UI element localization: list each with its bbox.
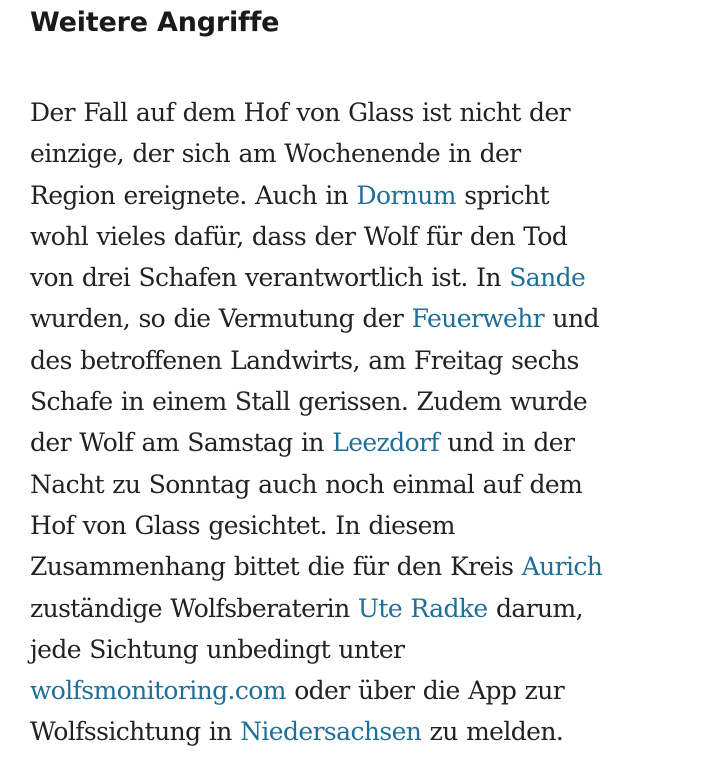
paragraph-line [30, 175, 700, 216]
paragraph-line [30, 546, 700, 587]
paragraph-text: wurden, so die Vermutung der [30, 304, 412, 334]
paragraph-text: Der Fall auf dem Hof von Glass ist nicht der [30, 98, 570, 127]
link-wolfsmonitoring[interactable]: wolfsmonitoring.com [30, 676, 286, 706]
paragraph-line [30, 298, 700, 339]
paragraph-text: Zusammenhang bittet die für den Kreis [30, 552, 522, 582]
paragraph-text: Schafe in einem Stall gerissen. Zudem wurde [30, 387, 588, 417]
paragraph-line [30, 711, 700, 752]
paragraph-line [30, 381, 700, 422]
paragraph-text: Hof von Glass gesichtet. In diesem [30, 510, 455, 540]
paragraph-line [30, 588, 700, 629]
link-dornum[interactable]: Dornum [356, 180, 456, 210]
article-paragraph [30, 92, 700, 753]
paragraph-text: Nacht zu Sonntag auch noch einmal auf dem [30, 469, 583, 499]
paragraph-text: wohl vieles dafür, dass der Wolf für den Tod [30, 221, 568, 251]
paragraph-text: Wolfssichtung in [30, 717, 241, 747]
paragraph-text: des betroffenen Landwirts, am Freitag sechs [30, 345, 579, 375]
paragraph-text: von drei Schafen verantwortlich ist. In [30, 263, 510, 293]
paragraph-text: zu melden. [421, 717, 564, 747]
paragraph-text: jede Sichtung unbedingt unter [30, 634, 405, 664]
paragraph-line [30, 257, 700, 298]
paragraph-text: spricht [455, 180, 549, 210]
paragraph-line [30, 216, 700, 257]
section-heading: Weitere Angriffe [30, 7, 280, 38]
paragraph-text: oder über die App zur [285, 676, 565, 706]
paragraph-text: und in der [439, 428, 575, 458]
paragraph-text: Region ereignete. Auch in [30, 180, 357, 210]
paragraph-line [30, 133, 700, 174]
link-aurich[interactable]: Aurich [521, 552, 603, 582]
paragraph-line [30, 670, 700, 711]
article-section [30, 0, 700, 753]
paragraph-line [30, 505, 700, 546]
paragraph-text: einzige, der sich am Wochenende in der [30, 139, 521, 169]
link-leezdorf[interactable]: Leezdorf [332, 428, 440, 458]
paragraph-line [30, 464, 700, 505]
paragraph-line [30, 629, 700, 670]
link-sande[interactable]: Sande [509, 263, 586, 293]
link-ute-radke[interactable]: Ute Radke [357, 593, 488, 623]
link-niedersachsen[interactable]: Niedersachsen [240, 717, 422, 747]
link-feuerwehr[interactable]: Feuerwehr [411, 304, 545, 334]
paragraph-text: zuständige Wolfsberaterin [30, 593, 358, 623]
paragraph-line [30, 422, 700, 463]
paragraph-text: und [544, 304, 599, 334]
paragraph-line [30, 340, 700, 381]
paragraph-text: darum, [487, 593, 584, 623]
paragraph-text: der Wolf am Samstag in [30, 428, 333, 458]
paragraph-line [30, 92, 700, 133]
